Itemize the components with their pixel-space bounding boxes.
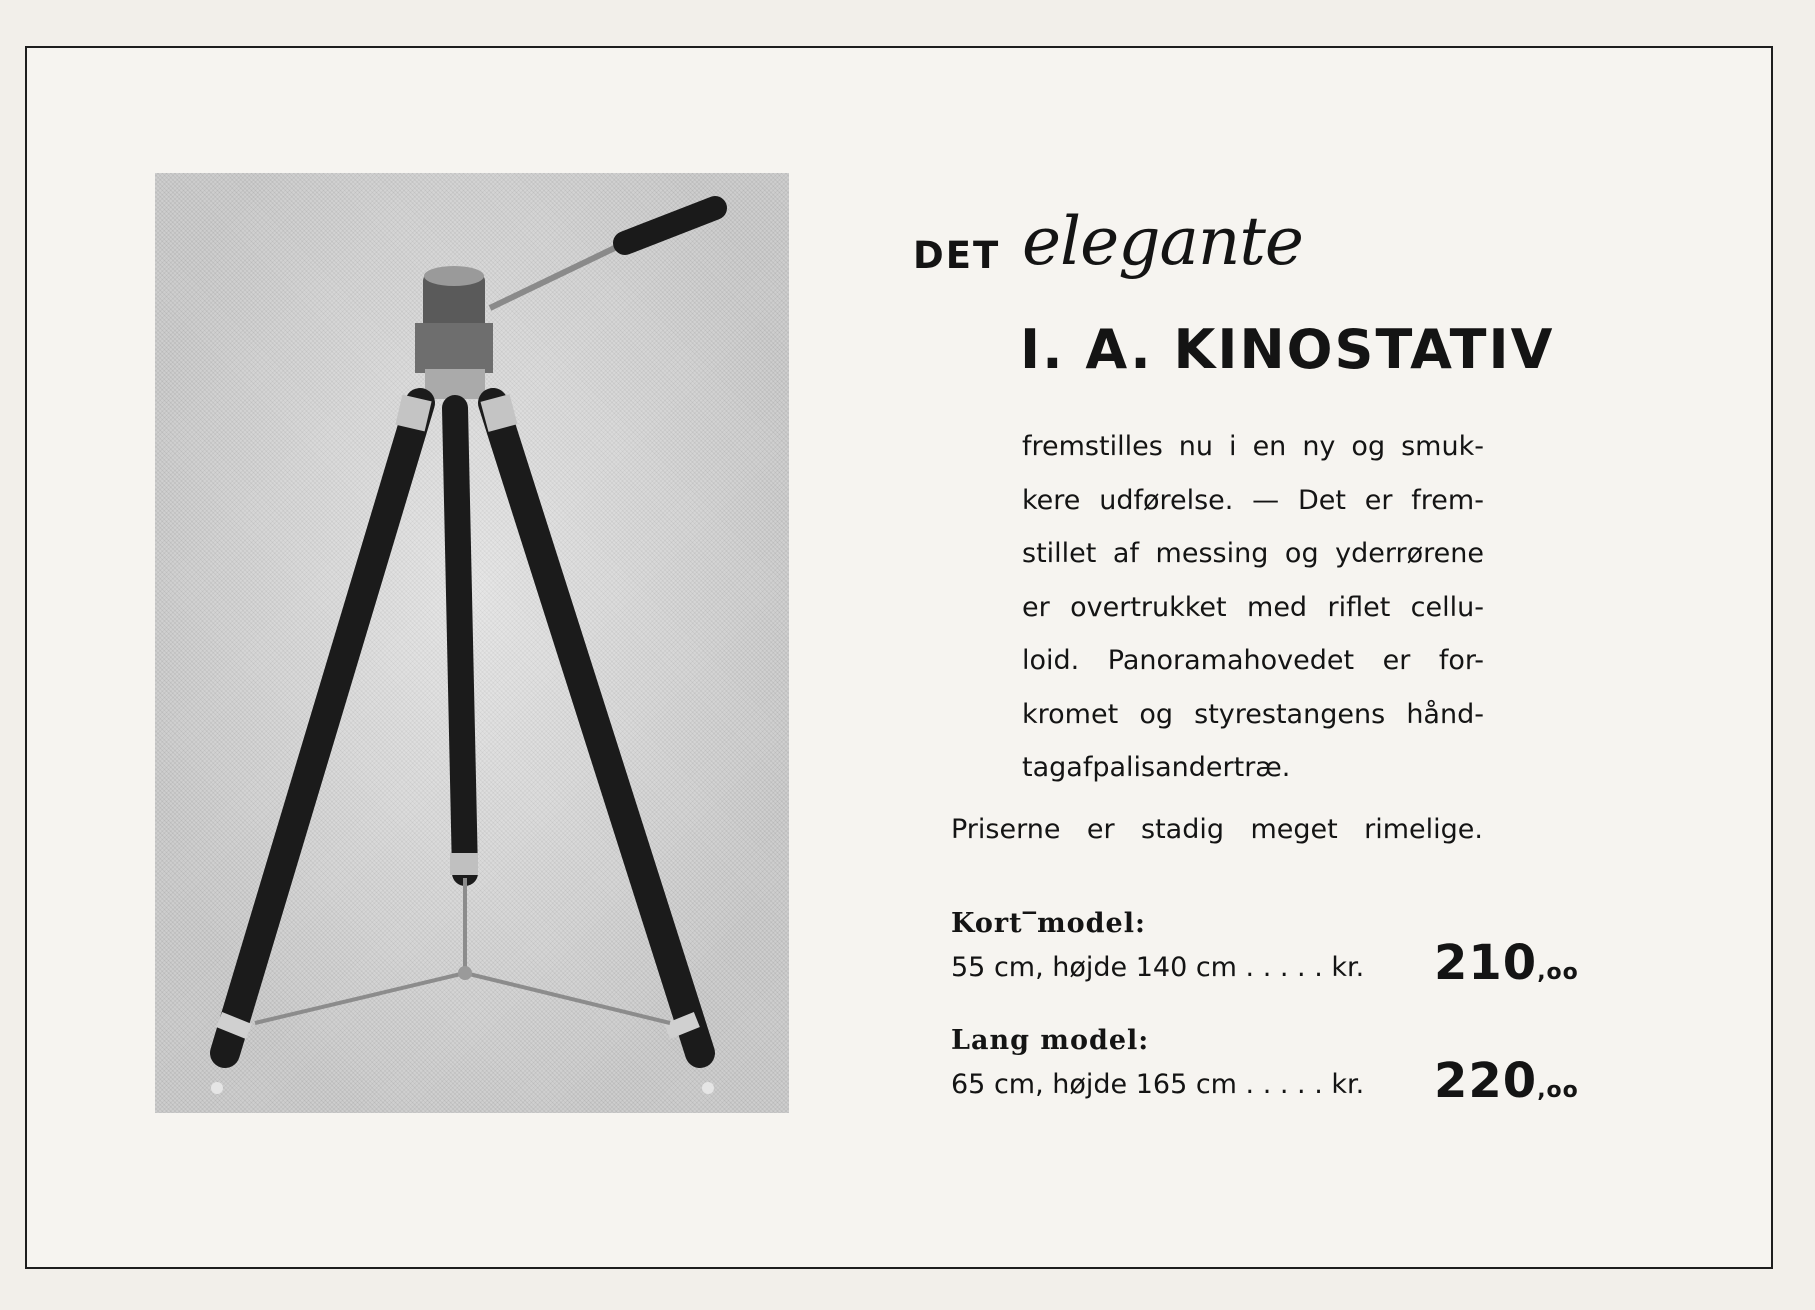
- description-word: for-: [1438, 645, 1484, 676]
- description-word: nu: [1178, 431, 1214, 462]
- description-line: [1022, 581, 1484, 635]
- description-word: Det: [1297, 484, 1346, 516]
- lang-model-label: Lang model:: [951, 1025, 1150, 1056]
- lang-price-cents: ,oo: [1537, 1078, 1579, 1103]
- description-word: styrestangens: [1194, 698, 1386, 730]
- description-word: er: [1022, 591, 1050, 623]
- tripod-illustration: [155, 173, 789, 1113]
- description-word: er: [1382, 645, 1411, 676]
- description-word: cellu-: [1410, 591, 1484, 623]
- description-paragraph: [1022, 420, 1484, 795]
- description-word: frem-: [1411, 484, 1484, 516]
- description-line: [1022, 527, 1484, 581]
- description-word: udførelse.: [1099, 484, 1234, 516]
- description-word: er: [1364, 484, 1393, 516]
- description-word: —: [1252, 484, 1280, 516]
- description-word: og: [1284, 538, 1319, 569]
- prices-note-word: Priserne: [951, 814, 1061, 845]
- description-word: med: [1247, 591, 1308, 623]
- tripod-photo: [155, 173, 789, 1113]
- description-line: [1022, 474, 1484, 528]
- prices-note-word: er: [1086, 814, 1115, 845]
- description-word: af: [1066, 752, 1093, 783]
- description-word: og: [1351, 431, 1386, 462]
- description-word: Panoramahovedet: [1107, 645, 1355, 676]
- lang-model-price: [1434, 1053, 1579, 1109]
- description-word: ny: [1302, 431, 1336, 462]
- description-word: smuk-: [1401, 431, 1484, 462]
- description-word: kere: [1022, 484, 1081, 516]
- description-word: loid.: [1022, 645, 1080, 676]
- kort-model-price: [1434, 935, 1579, 991]
- kort-model-label: Kort‾model:: [951, 908, 1146, 939]
- headline-script: elegante: [1022, 203, 1303, 280]
- description-word: tag: [1022, 752, 1067, 783]
- description-word: stillet: [1022, 538, 1097, 569]
- description-word: messing: [1155, 538, 1269, 569]
- description-line: [1022, 634, 1484, 688]
- product-title: I. A. KINOSTATIV: [1020, 318, 1555, 381]
- description-word: og: [1139, 698, 1173, 730]
- lang-price-value: 220: [1434, 1053, 1538, 1109]
- description-word: fremstilles: [1022, 431, 1163, 462]
- kort-price-value: 210: [1434, 935, 1538, 991]
- prices-note-word: rimelige.: [1364, 814, 1483, 845]
- description-word: yderrørene: [1335, 538, 1484, 569]
- prices-note-word: meget: [1250, 814, 1338, 845]
- description-word: i: [1229, 431, 1237, 462]
- description-word: hånd-: [1406, 698, 1484, 730]
- kort-model-spec: 55 cm, højde 140 cm . . . . . kr.: [951, 952, 1365, 983]
- description-word: palisandertræ.: [1092, 752, 1291, 783]
- lang-model-spec: 65 cm, højde 165 cm . . . . . kr.: [951, 1069, 1365, 1100]
- description-word: af: [1112, 538, 1139, 569]
- description-line: [1022, 420, 1484, 474]
- description-word: riflet: [1327, 591, 1391, 623]
- description-word: kromet: [1022, 698, 1119, 730]
- description-line: [1022, 688, 1484, 742]
- kort-price-cents: ,oo: [1537, 960, 1579, 985]
- description-word: overtrukket: [1070, 591, 1227, 623]
- description-word: en: [1252, 431, 1287, 462]
- prices-note: [951, 814, 1483, 845]
- description-line: [1022, 741, 1484, 795]
- headline-det: DET: [913, 234, 1001, 277]
- prices-note-word: stadig: [1141, 814, 1225, 845]
